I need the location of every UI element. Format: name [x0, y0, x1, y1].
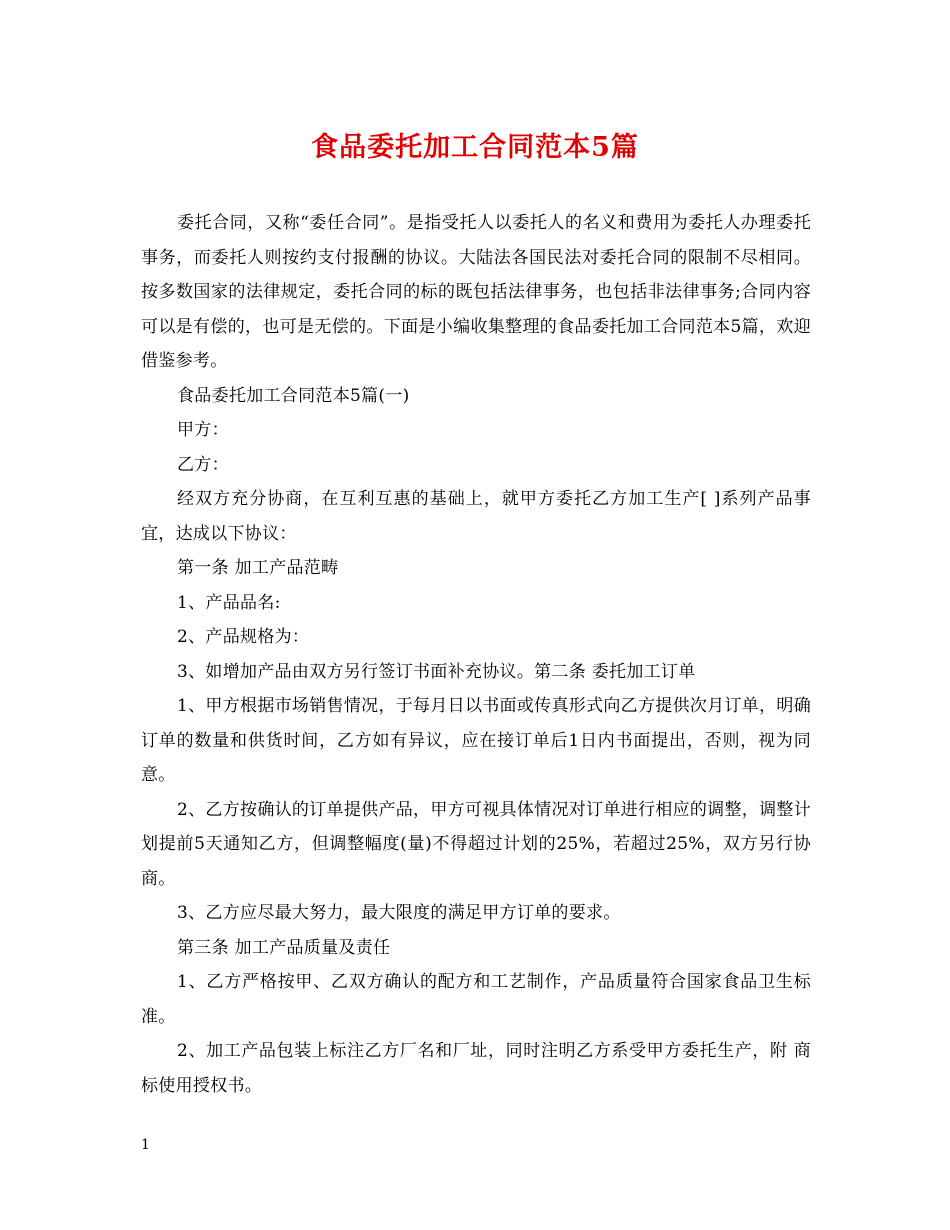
- clause-paragraph: 3、如增加产品由双方另行签订书面补充协议。第二条 委托加工订单: [177, 661, 696, 682]
- clause-paragraph: 3、乙方应尽最大努力，最大限度的满足甲方订单的要求。: [177, 903, 621, 923]
- clause-paragraph: 1、甲方根据市场销售情况，于每月日以书面或传真形式向乙方提供次月订单，明确订单的数量和供货时间，乙方如有异议，应在接订单后1日内书面提出，否则，视为同意。: [141, 696, 811, 785]
- clause-paragraph: 2、加工产品包装上标注乙方厂名和厂址，同时注明乙方系受甲方委托生产，附 商标使用授权书。: [141, 1041, 811, 1096]
- party-b-line: 乙方：: [177, 454, 229, 475]
- section-heading: 食品委托加工合同范本5篇(一): [177, 385, 410, 406]
- article-heading: 第一条 加工产品范畴: [177, 558, 339, 578]
- article-heading: 第三条 加工产品质量及责任: [177, 937, 391, 958]
- clause-paragraph: 2、乙方按确认的订单提供产品，甲方可视具体情况对订单进行相应的调整，调整计划提前5天通知乙方，但调整幅度(量)不得超过计划的25%，若超过25%，双方另行协商。: [141, 799, 811, 889]
- document-title: 食品委托加工合同范本5篇: [311, 132, 639, 163]
- page-number: 1: [141, 1137, 150, 1153]
- clause-paragraph: 2、产品规格为：: [177, 627, 310, 647]
- intro-paragraph: 委托合同，又称“委任合同”。是指受托人以委托人的名义和费用为委托人办理委托事务，而委托人则按约支付报酬的协议。大陆法各国民法对委托合同的限制不尽相同。按多数国家的法律规定，委托合同的标的既包括法律事务，也包括非法律事务;合同内容可以是有偿的，也可是无偿的。下面是小编收集整理的食品委托加工合同范本5篇，欢迎借鉴参考。: [141, 213, 811, 371]
- clause-paragraph: 1、乙方严格按甲、乙双方确认的配方和工艺制作，产品质量符合国家食品卫生标准。: [141, 972, 811, 1027]
- party-a-line: 甲方：: [177, 420, 229, 440]
- clause-paragraph: 1、产品品名:: [177, 592, 281, 613]
- document-body: [141, 206, 811, 1103]
- agreement-preamble: 经双方充分协商，在互利互惠的基础上，就甲方委托乙方加工生产[ ]系列产品事宜，达成以下协议：: [141, 489, 811, 544]
